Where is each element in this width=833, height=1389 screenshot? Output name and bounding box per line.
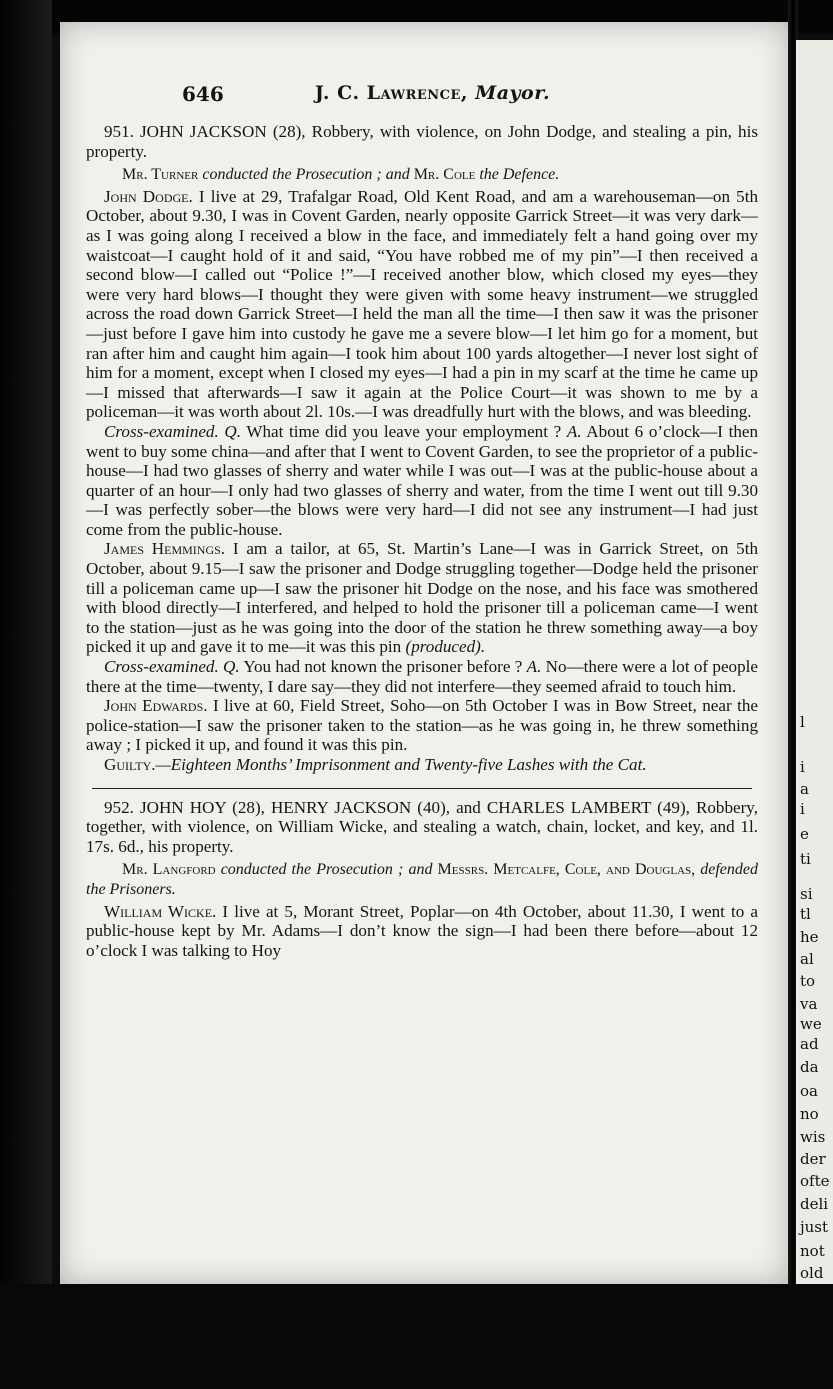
testimony-text: I am a tailor, at 65, St. Martin’s Lane—I was in Garrick Street, on 5th October, about 9.15—I saw the prisoner and Dodge struggling together—Dodge held the prisoner till a policeman came up—I saw the prisoner hit Dodge on the nose, and his face was smothered with blood directly—I interfered, and helped to hold the prisoner till a policeman came—I went to the station—just as he was going into the door of the station he threw something away—a boy picked it up and gave it to me—it was this pin (86, 539, 758, 657)
question-text: You had not known the prisoner before ? (239, 657, 527, 677)
cross-examination-dodge (86, 422, 758, 540)
testimony-text: I live at 60, Field Street, Soho—on 5th October I was in Bow Street, near the police-station—I saw the prisoner taken to the station—as he was going in, he threw something away ; I picked it up, and found it was this pin. (86, 696, 758, 755)
testimony-text: I live at 29, Trafalgar Road, Old Kent Road, and am a warehouseman—on 5th October, about 9.30, I was in Covent Garden, nearly opposite Garrick Street—it was very dark—as I was going along I received a blow in the face, and immediately felt a hand going over my waistcoat—I caught hold of it and said, “You have robbed me of my pin”—I then received a second blow—I called out “Police !”—I received another blow, which closed my eyes—they were very hard blows—I thought they were given with some heavy instrument—we struggled across the road down Garrick Street—I held the man all the time—I then saw it was the prisoner—just before I gave him into custody he gave me a severe blow—I let him go for a moment, but ran after him and caught him again—I took him about 100 yards altogether—I never lost sight of him for a moment, except when I closed my eyes—I had a pin in my scarf at the time he came up—I missed that afterwards—I saw it again at the Police Court—it was shown to me by a policeman—it was worth about 2l. 10s.—I was dreadfully hurt with the blows, and was bleeding. (86, 186, 758, 422)
running-title (100, 82, 765, 104)
witness-name: William Wicke. (104, 901, 217, 921)
witness-name: John Edwards. (104, 696, 208, 716)
counsel-role: conducted the Prosecution ; and (198, 166, 414, 184)
case-951-verdict (86, 755, 758, 775)
question-marker: Q. (218, 657, 240, 677)
case-952-heading: 952. JOHN HOY (28), HENRY JACKSON (40), and CHARLES LAMBERT (49), Robbery, together, with violence, on William Wicke, and stealing a watch, chain, locket, and key, and 1l. 17s. 6d., his property. (86, 797, 758, 856)
case-951-heading: 951. JOHN JACKSON (28), Robbery, with violence, on John Dodge, and stealing a pin, his property. (86, 122, 758, 161)
facing-page-edge (796, 40, 833, 1290)
cross-examined-label: Cross-examined. (104, 421, 219, 441)
witness-hemmings-testimony (86, 539, 758, 657)
facing-page-fragment: va (800, 995, 818, 1013)
answer-text: No—there were a lot of people there at the time—twenty, I dare say—they did not interfere—they seemed afraid to touch him. (86, 657, 758, 696)
case-951-counsel (86, 165, 758, 185)
facing-page-fragment: just (800, 1218, 829, 1236)
facing-page-fragment: i (800, 800, 805, 818)
cross-examination-hemmings (86, 657, 758, 696)
witness-name: John Dodge. (104, 186, 193, 206)
facing-page-fragment: not (800, 1242, 825, 1260)
counsel-name: Mr. Cole (413, 166, 476, 184)
facing-page-fragment: ofte (800, 1172, 830, 1190)
counsel-role: the Defence. (475, 166, 560, 184)
cross-examined-label: Cross-examined. (104, 657, 219, 677)
witness-dodge-testimony (86, 187, 758, 422)
case-divider (92, 788, 752, 789)
facing-page-fragment: i (800, 758, 805, 776)
testimony-text: I live at 5, Morant Street, Poplar—on 4th October, about 11.30, I went to a public-house kept by Mr. Adams—I don’t know the sign—I had been there before—about 12 o’clock I was talking to Hoy (86, 901, 758, 960)
page-body (86, 122, 758, 960)
facing-page-fragment: he (800, 928, 819, 946)
facing-page-fragment: ad (800, 1035, 819, 1053)
counsel-role: conducted the Prosecution ; and (215, 861, 438, 879)
facing-page-fragment: oa (800, 1082, 818, 1100)
witness-name: James Hemmings. (104, 539, 226, 559)
running-title-name: J. C. Lawrence, (314, 82, 469, 104)
facing-page-fragment: ti (800, 850, 811, 868)
verdict-label: Guilty. (104, 755, 156, 774)
facing-page-fragment: l (800, 713, 805, 731)
case-952-counsel (86, 860, 758, 899)
sentence-text: —Eighteen Months’ Imprisonment and Twenty-five Lashes with the Cat. (155, 755, 647, 774)
answer-text: About 6 o’clock—I then went to buy some china—and after that I went to Covent Garden, to see the proprietor of a public-house—I had two glasses of sherry and water while I was out—I was at the public-house about a quarter of an hour—I only had two glasses of sherry and water, from the time I went out till 9.30—I was perfectly sober—the blows were very hard—I did not see any instrument—I had just come from the public-house. (86, 421, 759, 539)
counsel-name: Mr. Langford (122, 861, 216, 879)
facing-page-fragment: e (800, 825, 809, 843)
question-marker: Q. (218, 421, 242, 441)
counsel-name: Mr. Turner (122, 166, 199, 184)
book-spine-shadow (0, 0, 52, 1389)
facing-page-fragment: der (800, 1150, 826, 1168)
facing-page-fragment: we (800, 1015, 822, 1033)
facing-page-fragment: tl (800, 905, 811, 923)
facing-page-fragment: deli (800, 1195, 829, 1213)
running-title-mayor: Mayor. (475, 82, 551, 104)
facing-page-fragment: no (800, 1105, 819, 1123)
witness-wicke-testimony (86, 902, 758, 961)
question-text: What time did you leave your employment ? (241, 421, 567, 441)
witness-edwards-testimony (86, 696, 758, 755)
counsel-name: Messrs. Metcalfe, Cole, and Douglas, (437, 861, 696, 879)
facing-page-fragment: si (800, 885, 813, 903)
answer-marker: A. (526, 657, 542, 677)
facing-page-fragment: old (800, 1264, 824, 1282)
facing-page-fragment: al (800, 950, 814, 968)
counsel-role: defended the Prisoners. (86, 861, 758, 898)
page-number: 646 (182, 82, 224, 106)
facing-page-fragment: da (800, 1058, 819, 1076)
facing-page-fragment: a (800, 780, 809, 798)
produced-note: (produced). (405, 637, 486, 657)
facing-page-fragment: to (800, 972, 816, 990)
facing-page-fragment: wis (800, 1128, 826, 1146)
scan-bottom-border (0, 1284, 833, 1389)
answer-marker: A. (566, 421, 582, 441)
page-header (100, 72, 765, 112)
